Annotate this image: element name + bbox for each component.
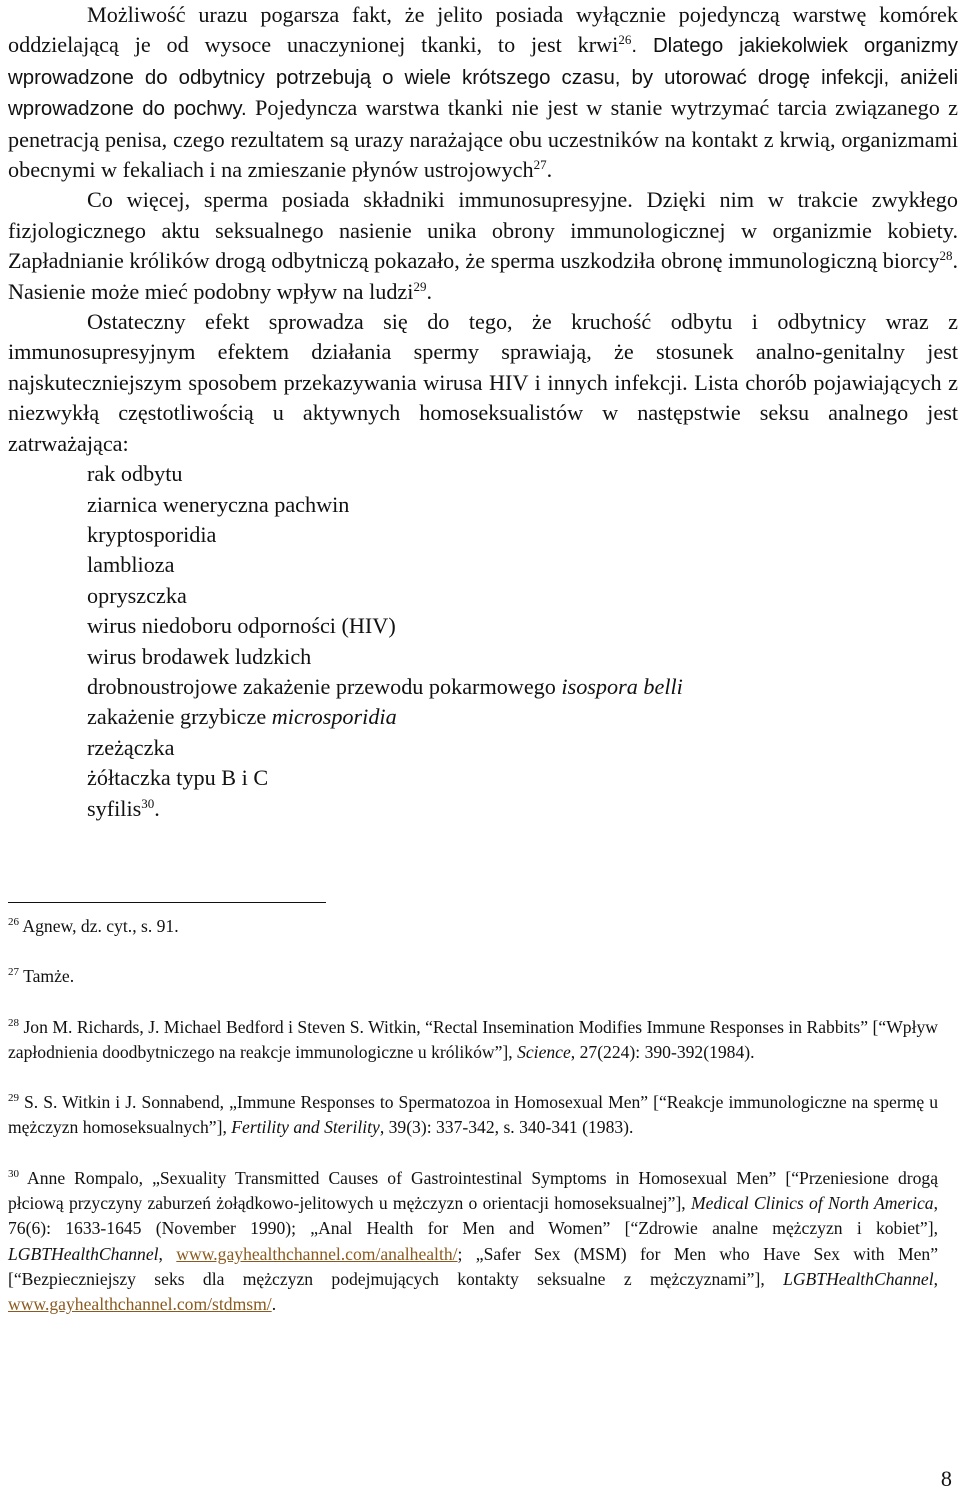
paragraph-1 [8, 0, 958, 185]
list-item: ziarnica weneryczna pachwin [87, 491, 350, 517]
list-item [8, 702, 958, 732]
text-run: zakażenie grzybicze [87, 704, 272, 730]
footnote-text: Jon M. Richards, J. Michael Bedford i Steven S. Witkin, “Rectal Insemination Modifies Immune Responses in Rabbits” [“Wpływ zapłodnienia doodbytniczego na reakcje immunologiczne u królików”], [8, 1016, 938, 1062]
footnote-number: 29 [8, 1092, 19, 1105]
footnote-26 [8, 914, 938, 939]
text-run: drobnoustrojowe zakażenie przewodu pokarmowego [87, 673, 562, 699]
text-run: Pojedyncza warstwa tkanki nie jest w stanie wytrzymać tarcia związanego z penetracją penisa, czego rezultatem są urazy narażające obu uczestników na kontakt z krwią, organizmami obecnymi w fekaliach i na zmieszanie płynów ustrojowych [8, 95, 959, 183]
main-text [8, 0, 958, 824]
text-run: Co więcej, sperma posiada składniki immunosupresyjne. Dzięki nim w trakcie zwykłego fizjologicznego aktu seksualnego nasienie unika obrony immunologicznej w organizmie kobiety. Zapładnianie królików drogą odbytniczą pokazało, że sperma uszkodziła obronę immunologiczną biorcy [8, 187, 958, 274]
list-item: rzeżączka [87, 734, 175, 760]
footnote-28 [8, 1015, 938, 1066]
footnote-ref-28[interactable]: 28 [939, 248, 953, 264]
list-item: wirus brodawek ludzkich [87, 643, 312, 669]
text-run: syfilis [87, 795, 142, 821]
paragraph-2 [8, 185, 958, 307]
link-analhealth[interactable]: www.gayhealthchannel.com/analhealth/ [176, 1243, 458, 1264]
list-item: wirus niedoboru odporności (HIV) [87, 613, 396, 639]
journal-title: Science [517, 1041, 571, 1062]
footnote-number: 28 [8, 1016, 19, 1029]
footnote-divider [8, 902, 326, 903]
footnote-ref-29[interactable]: 29 [413, 278, 427, 294]
disease-list [8, 459, 958, 824]
text-run: . Nasienie może mieć podobny wpływ na ludzi [8, 248, 958, 304]
footnote-30 [8, 1166, 938, 1318]
footnote-29 [8, 1090, 938, 1141]
footnote-27 [8, 964, 938, 989]
text-run: . [154, 795, 160, 821]
journal-title: Medical Clinics of North America [690, 1193, 934, 1214]
paragraph-3: Ostateczny efekt sprowadza się do tego, że kruchość odbytu i odbytnicy wraz z immunosupresyjnym efektem działania spermy sprawiają, że stosunek analno-genitalny jest najskuteczniejszym sposobem przekazywania wirusa HIV i innych infekcji. Lista chorób pojawiających z niezwykłą częstotliwością u aktywnych homoseksualistów w następstwie seksu analnego jest zatrważająca: [8, 309, 958, 456]
footnote-text: . [271, 1294, 277, 1315]
footnote-ref-26[interactable]: 26 [618, 32, 632, 48]
footnote-number: 26 [8, 916, 19, 928]
italic-term: microsporidia [271, 704, 397, 730]
list-item: żółtaczka typu B i C [87, 765, 269, 791]
text-run: . [426, 278, 432, 304]
list-item: kryptosporidia [87, 521, 217, 547]
list-item: rak odbytu [87, 461, 183, 487]
text-run: Możliwość urazu pogarsza fakt, że jelito posiada wyłącznie pojedynczą warstwę komórek oddzielającą je od wysoce unaczynionej tkanki, to jest krwi [8, 2, 958, 58]
italic-term: isospora belli [561, 673, 683, 699]
footnotes [8, 914, 938, 1343]
site-title: LGBTHealthChannel [8, 1243, 159, 1264]
text-run: . [546, 157, 553, 183]
list-item [8, 794, 958, 824]
footnote-number: 27 [8, 966, 19, 979]
footnote-text: ; „Safer Sex (MSM) for Men who Have Sex with Men” [“Bezpieczniejszy seks dla mężczyzn podejmujących kontakty seksualne z mężczyznami”], [8, 1243, 938, 1289]
footnote-text: S. S. Witkin i J. Sonnabend, „Immune Responses to Spermatozoa in Homosexual Men” [“Reakcje immunologiczne na spermę u mężczyzn homoseksualnych”], [8, 1092, 938, 1138]
footnote-text: Tamże. [19, 966, 75, 987]
footnote-ref-30[interactable]: 30 [141, 795, 155, 811]
journal-title: Fertility and Sterility [231, 1117, 380, 1138]
list-item: opryszczka [87, 582, 187, 608]
footnote-number: 30 [8, 1167, 19, 1180]
footnote-text: Agnew, dz. cyt., s. 91. [19, 916, 179, 936]
footnote-text: , [933, 1268, 938, 1289]
footnote-ref-27[interactable]: 27 [533, 157, 547, 173]
site-title: LGBTHealthChannel [783, 1268, 934, 1289]
footnote-text: , 76(6): 1633-1645 (November 1990); „Anal Health for Men and Women” [“Zdrowie analne mężczyzn i kobiet”], [8, 1193, 938, 1239]
link-stdmsm[interactable]: www.gayhealthchannel.com/stdmsm/ [8, 1294, 272, 1315]
footnote-text: , 39(3): 337-342, s. 340-341 (1983). [379, 1117, 634, 1138]
text-run-sans: . Dlatego jakiekolwiek organizmy wprowadzone do odbytnicy potrzebują o wiele krótszego czasu, by utorować drogę infekcji, aniżeli wprowadzone do pochwy. [8, 35, 958, 121]
list-item: lamblioza [87, 552, 175, 578]
page-number: 8 [940, 1466, 952, 1491]
footnote-text: , 27(224): 390-392(1984). [570, 1041, 755, 1062]
footnote-text: Anne Rompalo, „Sexuality Transmitted Causes of Gastrointestinal Symptoms in Homosexual Men” [“Przeniesione drogą płciową przyczyny zaburzeń żołądkowo-jelitowych u mężczyzn o orientacji homoseksualnej”], [8, 1167, 938, 1214]
list-item [8, 672, 958, 702]
footnote-text: , [158, 1243, 177, 1264]
